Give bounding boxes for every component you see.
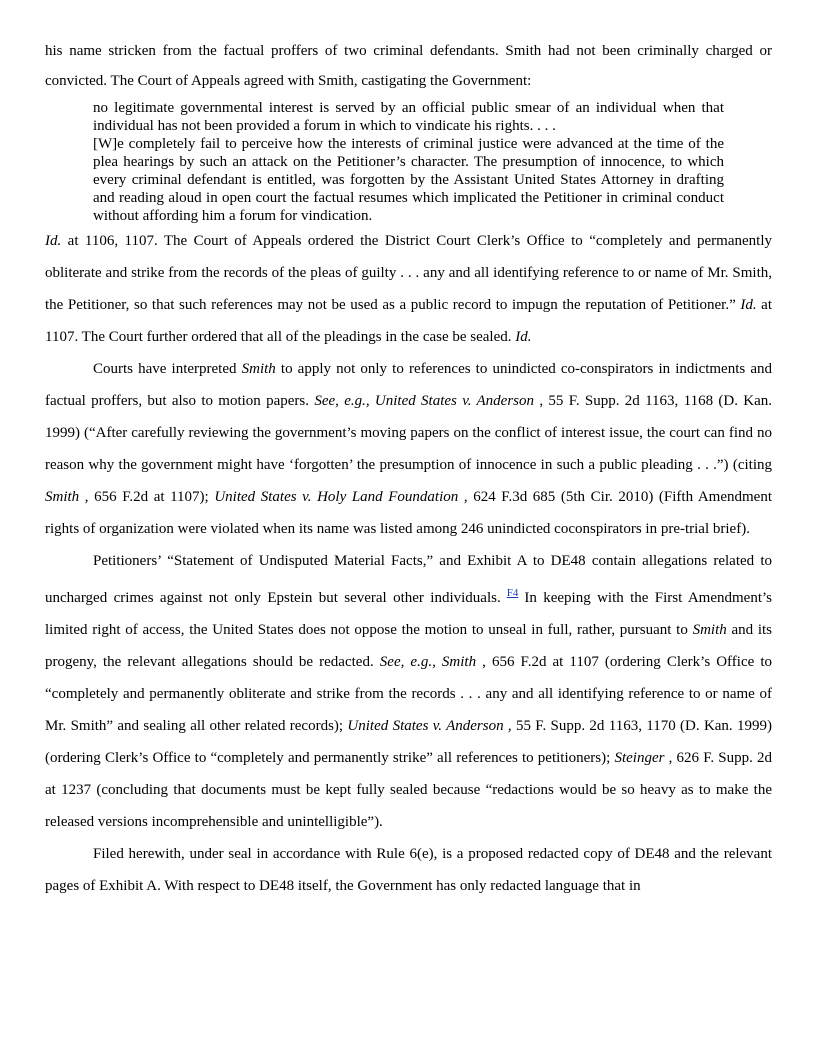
paragraph-text: and its progeny, the relevant allegations should be redacted. (45, 622, 772, 670)
paragraph-text: Courts have interpreted (93, 361, 242, 377)
footnote-link[interactable]: F4 (506, 587, 519, 599)
case-name-steinger: Steinger (614, 750, 665, 766)
paragraph-text: , 624 F.3d 685 (5th Cir. 2010) (Fifth Amendment rights of organization were violated when its name was listed among 246 unindicted coconspirators in pre-trial brief). (45, 489, 773, 537)
case-name-smith: Smith (241, 361, 276, 377)
paragraph-text: at 1107. The Court further ordered that all of the pleadings in the case be sealed. (45, 297, 773, 345)
paragraph-text: In keeping with the First Amendment’s limited right of access, the United States does not oppose the motion to unseal in full, rather, pursuant to (45, 590, 773, 638)
paragraph-smith-background (45, 36, 772, 96)
id-citation: Id. (740, 297, 757, 313)
id-citation: Id. (515, 329, 532, 345)
paragraph-text: at 1106, 1107. The Court of Appeals ordered the District Court Clerk’s Office to “completely and permanently obliterate and strike from the records of the pleas of guilty . . . any and all identifying reference to or name of Mr. Smith, the Petitioner, so that such references may not be used as a public record to impugn the reputation of Petitioner.” (45, 233, 772, 313)
case-name-smith: Smith (692, 622, 727, 638)
case-name-smith: Smith (45, 489, 80, 505)
paragraph-filed-herewith (45, 838, 772, 902)
paragraph-text: Petitioners’ “Statement of Undisputed Material Facts,” and Exhibit A to DE48 contain allegations related to uncharged crimes against not only Epstein but several other individuals. (45, 553, 772, 606)
block-quote (93, 99, 724, 225)
paragraph-court-order (45, 225, 772, 353)
case-name-anderson: United States v. Anderson (347, 718, 504, 734)
paragraph-text: Filed herewith, under seal in accordance with Rule 6(e), is a proposed redacted copy of DE48 and the relevant pages of Exhibit A. With respect to DE48 itself, the Government has only redacted language that in (45, 846, 772, 894)
paragraph-text: , 656 F.2d at 1107 (ordering Clerk’s Office to “completely and permanently obliterate and strike from the records . . . any and all identifying reference to or name of Mr. Smith” and sealing all other related records); (45, 654, 773, 734)
paragraph-text: , 656 F.2d at 1107); (79, 489, 215, 505)
quote-part-1: no legitimate governmental interest is served by an official public smear of an individual when that individual has not been provided a forum in which to vindicate his rights. . . . (93, 100, 724, 134)
citation-see-anderson: See, e.g., United States v. Anderson (314, 393, 535, 409)
paragraph-petitioners-statement (45, 545, 772, 838)
case-name-holy-land: United States v. Holy Land Foundation (214, 489, 459, 505)
id-citation: Id. (45, 233, 62, 249)
paragraph-text: , 55 F. Supp. 2d 1163, 1170 (D. Kan. 1999) (ordering Clerk’s Office to “completely and permanently strike” all references to petitioners); (45, 718, 772, 766)
citation-see-smith: See, e.g., Smith (379, 654, 477, 670)
paragraph-text: to apply not only to references to unindicted co-conspirators in indictments and factual proffers, but also to motion papers. (45, 361, 772, 409)
paragraph-courts-interpretation (45, 353, 772, 545)
paragraph-text: , 55 F. Supp. 2d 1163, 1168 (D. Kan. 1999) (“After carefully reviewing the government’s moving papers on the conflict of interest issue, the court can find no reason why the government might have ‘forgotten’ the presumption of innocence in such a public pleading . . .”) (citing (45, 393, 772, 473)
quote-part-2: [W]e completely fail to perceive how the interests of criminal justice were advanced at the time of the plea hearings by such an attack on the Petitioner’s character. The presumption of innocence, to which every criminal defendant is entitled, was forgotten by the Assistant United States Attorney in drafting and reading aloud in open court the factual resumes which implicated the Petitioner in criminal conduct without affording him a forum for vindication. (93, 136, 724, 224)
paragraph-text: his name stricken from the factual proffers of two criminal defendants. Smith had not been criminally charged or convicted. The Court of Appeals agreed with Smith, castigating the Government: (45, 43, 772, 89)
document-page (45, 36, 772, 902)
paragraph-text: , 626 F. Supp. 2d at 1237 (concluding that documents must be kept fully sealed because “redactions would be so heavy as to make the released versions incomprehensible and unintelligible”). (45, 750, 772, 830)
